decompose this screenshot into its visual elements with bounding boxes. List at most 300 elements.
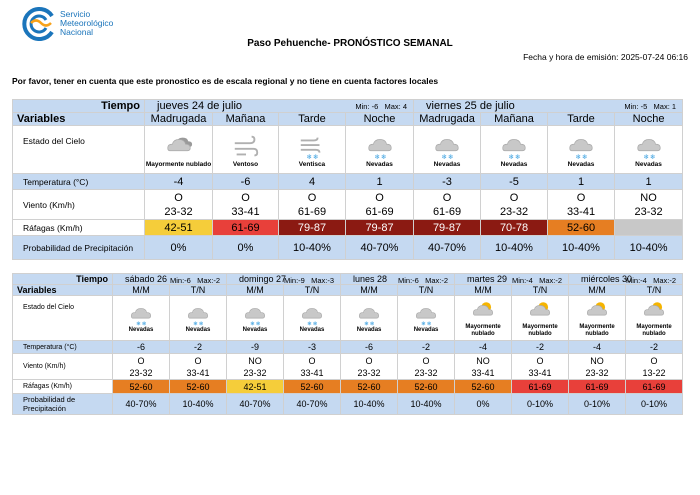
snow-cloud-icon [242, 302, 268, 327]
sky-condition-text: Mayormente nublado [636, 324, 672, 337]
svg-text:❄: ❄ [441, 152, 447, 161]
period-header [113, 285, 170, 296]
wind-label: Viento (Km/h) [13, 190, 145, 220]
period-header [213, 113, 279, 126]
snow-cloud-icon [413, 302, 439, 327]
wind-cell [455, 354, 512, 380]
temperature-cell [548, 174, 615, 190]
period-header [615, 113, 683, 126]
period-header [569, 285, 626, 296]
gust-value: 52-60 [471, 381, 495, 392]
period-header [227, 285, 284, 296]
precip-cell [548, 236, 615, 260]
period-label: Madrugada [419, 113, 475, 125]
sky-condition-text: Mayormente nublado [522, 324, 558, 337]
precip-cell [113, 394, 170, 415]
temperature-value: -2 [536, 342, 545, 352]
wind-speed: 23-32 [129, 367, 153, 378]
wind-direction: NO [476, 355, 490, 366]
gust-value: 70-78 [499, 221, 529, 234]
precip-value: 10-40% [562, 241, 600, 254]
wind-direction: O [422, 355, 430, 366]
gust-cell [414, 220, 481, 236]
wind-direction: O [308, 355, 316, 366]
gust-value: 52-60 [300, 381, 324, 392]
svg-text:❄: ❄ [306, 152, 312, 161]
wind-cell [414, 190, 481, 220]
sky-condition-cell [626, 296, 683, 341]
snow-cloud-icon [365, 132, 395, 161]
svg-text:❄: ❄ [141, 321, 147, 328]
wind-cell [398, 354, 455, 380]
tiempo-header-2: Tiempo [13, 274, 113, 285]
variables-header: Variables [13, 113, 145, 126]
period-header [170, 285, 227, 296]
wind-speed: 23-32 [499, 205, 529, 218]
svg-text:❄: ❄ [642, 152, 649, 161]
gust-cell [227, 380, 284, 394]
precip-value: 40-70% [428, 241, 466, 254]
gust-cell [170, 380, 227, 394]
day-max: Max:-2 [425, 276, 449, 285]
gust-cell [615, 220, 683, 236]
period-label: T/N [190, 285, 206, 295]
precip-value: 10-40% [495, 241, 533, 254]
sky-condition-text: Nevadas [299, 327, 325, 334]
svg-text:❄: ❄ [307, 321, 312, 328]
precip-cell [145, 236, 213, 260]
precip-cell [615, 236, 683, 260]
precip-cell [481, 236, 548, 260]
day-header [227, 274, 341, 285]
day-header [145, 100, 414, 113]
wind-speed: 33-41 [471, 367, 495, 378]
sky-condition-cell [279, 126, 346, 174]
day-name: viernes 25 de julio [426, 100, 515, 112]
sky-condition-cell [569, 296, 626, 341]
smn-logo [22, 7, 252, 41]
wind-cell [481, 190, 548, 220]
day-max: Max:-2 [539, 276, 563, 285]
svg-text:❄: ❄ [255, 321, 261, 328]
temperature-cell [346, 174, 414, 190]
precip-prob-label: Probabilidad de Precipitación [13, 236, 145, 260]
sky-condition-text: Nevadas [433, 160, 461, 168]
day-min-max [284, 276, 334, 285]
day-max: Max:-2 [653, 276, 677, 285]
period-label: Noche [363, 113, 396, 125]
period-header [414, 113, 481, 126]
day-max: Max: 1 [653, 102, 677, 111]
period-header [548, 113, 615, 126]
day-header [414, 100, 683, 113]
precip-value: 0% [170, 241, 187, 254]
precip-value: 40-70% [296, 399, 328, 409]
temperature-value: 1 [577, 175, 585, 188]
period-label: T/N [532, 285, 548, 295]
estado-cielo-label: Estado del Cielo [13, 126, 145, 174]
day-min: Min: -6 [355, 102, 379, 111]
day-min: Min:-4 [626, 276, 647, 285]
precip-value: 0% [476, 399, 490, 409]
sky-condition-cell [213, 126, 279, 174]
wind-cell [227, 354, 284, 380]
regional-scale-note: Por favor, tener en cuenta que este pronostico es de escala regional y no tiene en cuenta factores locales [12, 76, 439, 86]
day-name: lunes 28 [353, 274, 388, 284]
gust-cell [284, 380, 341, 394]
day-name: jueves 24 de julio [157, 100, 243, 112]
gust-cell [341, 380, 398, 394]
svg-text:❄: ❄ [426, 321, 432, 328]
temperature-label: Temperatura (°C) [13, 174, 145, 190]
day-min: Min:-4 [512, 276, 533, 285]
gust-value: 42-51 [164, 221, 193, 234]
sky-condition-cell [615, 126, 683, 174]
sky-condition-text: Nevadas [366, 160, 393, 168]
sun-cloud-icon [641, 299, 667, 324]
temperature-cell [284, 341, 341, 354]
precip-value: 0% [237, 241, 254, 254]
sky-condition-cell [227, 296, 284, 341]
sky-condition-text: Mayormente nublado [579, 324, 615, 337]
precip-cell [398, 394, 455, 415]
temperature-value: -4 [173, 175, 184, 188]
wind-speed: 33-41 [528, 367, 552, 378]
gust-cell [145, 220, 213, 236]
precip-value: 10-40% [410, 399, 442, 409]
temperature-value: 1 [645, 175, 652, 188]
sky-condition-cell [284, 296, 341, 341]
svg-text:❄: ❄ [312, 152, 319, 161]
temperature-cell [414, 174, 481, 190]
period-header [512, 285, 569, 296]
precip-cell [284, 394, 341, 415]
gust-value: 52-60 [186, 381, 210, 392]
wind-cell [626, 354, 683, 380]
precip-value: 10-40% [353, 399, 385, 409]
temperature-value: -3 [442, 175, 452, 188]
temperature-value: 4 [308, 175, 316, 188]
sky-condition-cell [455, 296, 512, 341]
period-header [455, 285, 512, 296]
temperature-value: -5 [509, 175, 519, 188]
svg-text:❄: ❄ [514, 152, 521, 161]
period-label: M/M [246, 285, 264, 295]
forecast-table-days-1-2 [12, 99, 683, 260]
wind-direction: O [365, 355, 373, 366]
sky-condition-text: Nevadas [413, 327, 439, 334]
temperature-value: -6 [240, 175, 251, 188]
gust-cell [113, 380, 170, 394]
temperature-cell [512, 341, 569, 354]
wind-cell [548, 190, 615, 220]
day-min: Min:-9 [284, 276, 305, 285]
precip-cell [414, 236, 481, 260]
sky-condition-cell [548, 126, 615, 174]
temperature-value: -4 [593, 342, 602, 352]
period-label: M/M [588, 285, 606, 295]
sky-condition-text: Nevadas [567, 160, 595, 168]
gust-value: 79-87 [432, 221, 462, 234]
period-header [346, 113, 414, 126]
day-min-max [512, 276, 562, 285]
gusts-label-2: Ráfagas (Km/h) [13, 380, 113, 394]
wind-direction: O [536, 355, 544, 366]
period-label: T/N [304, 285, 320, 295]
precip-cell [341, 394, 398, 415]
svg-text:❄: ❄ [649, 152, 655, 161]
temperature-value: -6 [136, 342, 145, 352]
temperature-cell [279, 174, 346, 190]
gust-value: 61-69 [231, 221, 260, 234]
temperature-value: -6 [365, 342, 374, 352]
temperature-value: -4 [479, 342, 488, 352]
wind-cell [213, 190, 279, 220]
precip-value: 0-10% [527, 399, 554, 409]
gust-cell [548, 220, 615, 236]
temperature-cell [213, 174, 279, 190]
sky-condition-cell [414, 126, 481, 174]
temperature-label-2: Temperatura (°C) [13, 341, 113, 354]
temperature-value: 1 [376, 175, 383, 188]
gust-value: 61-69 [585, 381, 609, 392]
precip-cell [569, 394, 626, 415]
period-header [481, 113, 548, 126]
snow-cloud-icon [128, 302, 154, 327]
period-label: M/M [360, 285, 378, 295]
gust-value: 52-60 [566, 221, 596, 234]
wind-speed: 23-32 [357, 367, 381, 378]
sun-cloud-icon [527, 299, 553, 324]
temperature-cell [113, 341, 170, 354]
precip-value: 0-10% [584, 399, 611, 409]
svg-text:❄: ❄ [575, 152, 581, 161]
sky-condition-text: Nevadas [128, 327, 154, 334]
gust-cell [398, 380, 455, 394]
day-header [113, 274, 227, 285]
svg-text:❄: ❄ [193, 321, 198, 328]
wind-speed: 23-32 [634, 205, 663, 218]
day-name: martes 29 [467, 274, 508, 284]
gust-value: 79-87 [365, 221, 394, 234]
precip-prob-label-2: Probabilidad de Precipitación [13, 394, 113, 415]
wind-cell [615, 190, 683, 220]
gust-value: 52-60 [357, 381, 381, 392]
snow-cloud-icon [499, 132, 529, 161]
day-min-max [398, 276, 448, 285]
svg-text:❄: ❄ [421, 321, 426, 328]
temperature-value: -9 [251, 342, 260, 352]
partly-cloudy-icon [164, 132, 194, 161]
temperature-cell [626, 341, 683, 354]
wind-cell [284, 354, 341, 380]
svg-text:❄: ❄ [369, 321, 375, 328]
temperature-cell [227, 341, 284, 354]
wind-speed: 23-32 [585, 367, 609, 378]
snow-cloud-icon [356, 302, 382, 327]
gust-cell [213, 220, 279, 236]
day-header [341, 274, 455, 285]
temperature-value: -3 [308, 342, 317, 352]
gust-cell [569, 380, 626, 394]
wind-cell [279, 190, 346, 220]
sky-condition-cell [398, 296, 455, 341]
wind-icon [231, 132, 261, 161]
wind-cell [346, 190, 414, 220]
sun-cloud-icon [584, 299, 610, 324]
wind-speed: 33-41 [566, 205, 596, 218]
snow-cloud-icon [634, 132, 664, 161]
sky-condition-cell [341, 296, 398, 341]
wind-direction: NO [248, 355, 262, 366]
wind-direction: O [194, 355, 202, 366]
wind-speed: 33-41 [300, 367, 324, 378]
wind-cell [113, 354, 170, 380]
svg-text:❄: ❄ [136, 321, 141, 328]
sky-condition-text: Nevadas [500, 160, 528, 168]
period-header [341, 285, 398, 296]
snow-cloud-icon [185, 302, 211, 327]
svg-text:❄: ❄ [364, 321, 369, 328]
svg-text:❄: ❄ [198, 321, 204, 328]
wind-label-2: Viento (Km/h) [13, 354, 113, 380]
temperature-cell [170, 341, 227, 354]
wind-speed: 33-41 [186, 367, 210, 378]
smn-logo-text: Servicio Meteorológico Nacional [60, 9, 114, 37]
wind-direction: O [137, 355, 145, 366]
period-label: Tarde [567, 113, 595, 125]
temperature-value: -2 [422, 342, 431, 352]
precip-cell [346, 236, 414, 260]
day-min-max [355, 102, 407, 111]
precip-value: 40-70% [239, 399, 271, 409]
sky-condition-text: Nevadas [242, 327, 268, 334]
temperature-cell [398, 341, 455, 354]
tiempo-header: Tiempo [13, 100, 145, 113]
wind-direction: O [442, 191, 452, 204]
precip-value: 40-70% [360, 241, 399, 254]
wind-direction: NO [640, 191, 657, 204]
gust-value: 52-60 [129, 381, 153, 392]
precip-cell [279, 236, 346, 260]
wind-cell [512, 354, 569, 380]
period-header [398, 285, 455, 296]
precip-value: 40-70% [125, 399, 157, 409]
gust-value: 52-60 [414, 381, 438, 392]
precip-value: 10-40% [182, 399, 214, 409]
period-label: Mañana [225, 113, 266, 125]
wind-direction: O [241, 191, 250, 204]
sky-condition-text: Mayormente nublado [145, 160, 212, 168]
period-label: M/M [132, 285, 150, 295]
svg-text:❄: ❄ [312, 321, 318, 328]
precip-cell [455, 394, 512, 415]
snow-cloud-icon [432, 132, 462, 161]
sky-condition-cell [512, 296, 569, 341]
gust-value: 61-69 [528, 381, 552, 392]
sky-condition-cell [170, 296, 227, 341]
sky-condition-text: Nevadas [635, 160, 662, 168]
temperature-cell [569, 341, 626, 354]
period-label: Tarde [298, 113, 326, 125]
svg-text:❄: ❄ [508, 152, 514, 161]
day-min: Min:-6 [169, 276, 191, 285]
snow-cloud-icon [566, 132, 596, 161]
gust-value: 79-87 [297, 221, 327, 234]
wind-speed: 23-32 [164, 205, 193, 218]
gust-cell [279, 220, 346, 236]
day-min-max [170, 276, 220, 285]
period-label: T/N [418, 285, 434, 295]
wind-speed: 61-69 [297, 205, 327, 218]
period-label: Noche [632, 113, 665, 125]
wind-direction: O [307, 191, 317, 204]
gust-cell [346, 220, 414, 236]
svg-text:❄: ❄ [380, 152, 386, 161]
precip-value: 0-10% [641, 399, 668, 409]
svg-text:❄: ❄ [373, 152, 380, 161]
temperature-cell [481, 174, 548, 190]
gust-cell [455, 380, 512, 394]
day-name: domingo 27 [239, 274, 287, 284]
temperature-cell [145, 174, 213, 190]
temperature-value: -2 [194, 342, 203, 352]
gust-value: 61-69 [642, 381, 666, 392]
precip-cell [227, 394, 284, 415]
page-title: Paso Pehuenche- PRONÓSTICO SEMANAL [247, 38, 453, 49]
day-max: Max:-2 [197, 276, 221, 285]
sun-cloud-icon [470, 299, 496, 324]
day-min-max [626, 276, 676, 285]
precip-value: 10-40% [629, 241, 668, 254]
period-label: T/N [646, 285, 662, 295]
gusts-label: Ráfagas (Km/h) [13, 220, 145, 236]
period-label: Madrugada [150, 113, 207, 125]
precip-cell [213, 236, 279, 260]
day-min-max [624, 102, 676, 111]
sky-condition-text: Ventoso [232, 160, 259, 168]
precip-value: 10-40% [293, 241, 331, 254]
period-header [626, 285, 683, 296]
day-min: Min:-6 [398, 276, 419, 285]
wind-direction: O [576, 191, 586, 204]
smn-logo-icon [22, 7, 56, 41]
day-max: Max: 4 [384, 102, 408, 111]
precip-cell [170, 394, 227, 415]
day-header [569, 274, 683, 285]
period-header [279, 113, 346, 126]
wind-speed: 23-32 [243, 367, 267, 378]
sky-condition-text: Nevadas [185, 327, 211, 334]
period-header [284, 285, 341, 296]
sky-condition-text: Ventisca [298, 160, 326, 168]
snow-cloud-icon [299, 302, 325, 327]
wind-cell [569, 354, 626, 380]
wind-direction: O [509, 191, 519, 204]
wind-direction: O [174, 191, 183, 204]
wind-direction: NO [590, 355, 604, 366]
svg-text:❄: ❄ [250, 321, 255, 328]
temperature-cell [455, 341, 512, 354]
sky-condition-cell [481, 126, 548, 174]
wind-cell [341, 354, 398, 380]
temperature-value: -2 [650, 342, 659, 352]
emission-datetime: Fecha y hora de emisión: 2025-07-24 06:16 [523, 52, 688, 62]
wind-direction: O [375, 191, 384, 204]
svg-text:❄: ❄ [581, 152, 588, 161]
blizzard-icon [297, 132, 327, 161]
sky-condition-cell [346, 126, 414, 174]
